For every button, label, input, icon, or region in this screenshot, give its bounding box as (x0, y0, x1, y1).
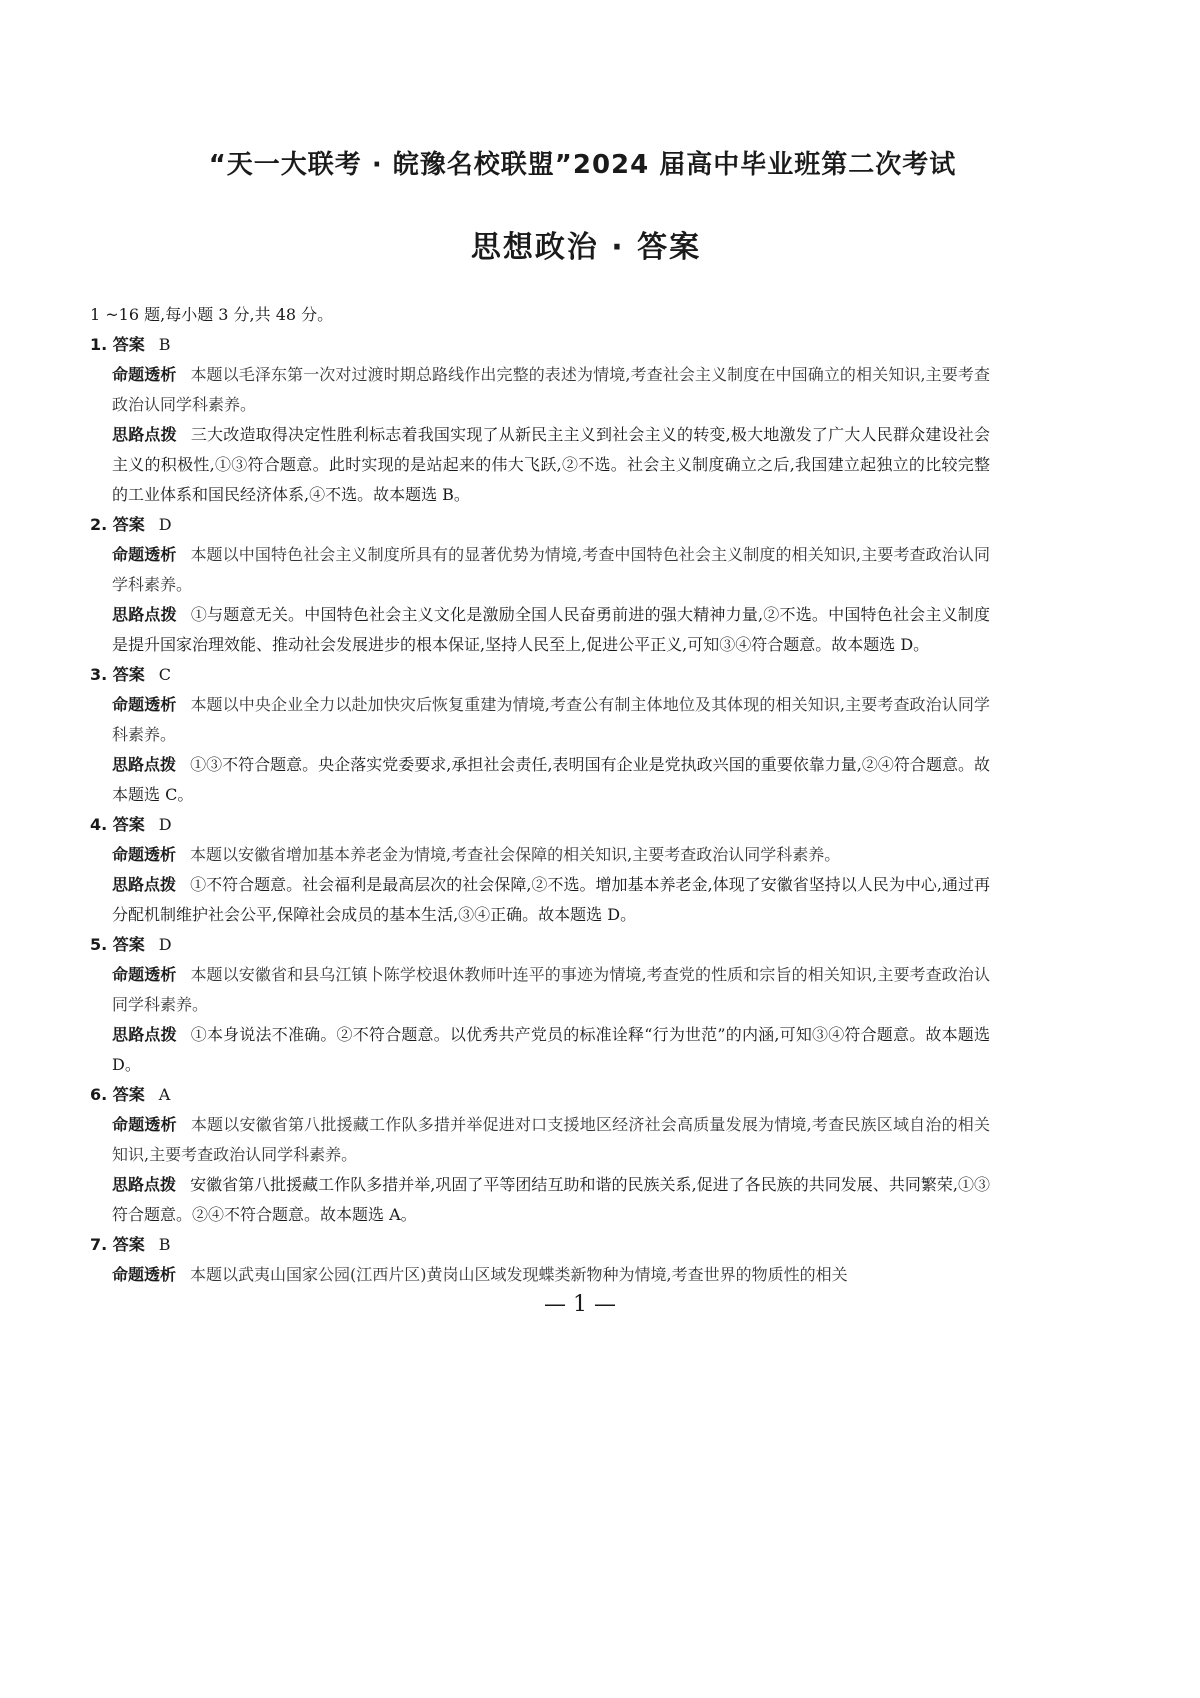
hint-paragraph-label: 思路点拨 (112, 875, 177, 894)
answer-value: A (158, 1085, 171, 1104)
answer-value: D (158, 815, 172, 834)
analysis-paragraph (112, 960, 990, 1020)
hint-paragraph-label: 思路点拨 (112, 1175, 177, 1194)
hint-paragraph-text: ①与题意无关。中国特色社会主义文化是激励全国人民奋勇前进的强大精神力量,②不选。中国特色社会主义制度是提升国家治理效能、推动社会发展进步的根本保证,坚持人民至上,促进公平正义,可知③④符合题意。故本题选 D。 (112, 605, 990, 654)
hint-paragraph-text: 三大改造取得决定性胜利标志着我国实现了从新民主主义到社会主义的转变,极大地激发了广大人民群众建设社会主义的积极性,①③符合题意。此时实现的是站起来的伟大飞跃,②不选。社会主义制度确立之后,我国建立起独立的比较完整的工业体系和国民经济体系,④不选。故本题选 B。 (112, 425, 990, 504)
answer-line (90, 810, 990, 840)
analysis-paragraph-text: 本题以武夷山国家公园(江西片区)黄岗山区域发现蝶类新物种为情境,考查世界的物质性的相关 (190, 1265, 848, 1284)
question-number: 1. 答案 (90, 335, 145, 354)
analysis-paragraph-text: 本题以安徽省第八批援藏工作队多措并举促进对口支援地区经济社会高质量发展为情境,考查民族区域自治的相关知识,主要考查政治认同学科素养。 (112, 1115, 990, 1164)
analysis-paragraph-label: 命题透析 (112, 695, 177, 714)
answer-value: B (158, 335, 171, 354)
answer-value: D (158, 515, 172, 534)
section-intro: 1 ~16 题,每小题 3 分,共 48 分。 (90, 305, 334, 324)
analysis-paragraph-text: 本题以中央企业全力以赴加快灾后恢复重建为情境,考查公有制主体地位及其体现的相关知识,主要考查政治认同学科素养。 (112, 695, 990, 744)
answer-line (90, 1230, 990, 1260)
analysis-paragraph-label: 命题透析 (112, 965, 177, 984)
hint-paragraph-label: 思路点拨 (112, 1025, 177, 1044)
question-block (90, 330, 990, 510)
analysis-paragraph-label: 命题透析 (112, 1115, 177, 1134)
answer-line (90, 660, 990, 690)
hint-paragraph (112, 750, 990, 810)
analysis-paragraph (112, 840, 990, 870)
hint-paragraph (112, 420, 990, 510)
analysis-paragraph-text: 本题以毛泽东第一次对过渡时期总路线作出完整的表述为情境,考查社会主义制度在中国确立的相关知识,主要考查政治认同学科素养。 (112, 365, 990, 414)
analysis-paragraph-label: 命题透析 (112, 845, 177, 864)
hint-paragraph-text: ①本身说法不准确。②不符合题意。以优秀共产党员的标准诠释“行为世范”的内涵,可知③④符合题意。故本题选 D。 (112, 1025, 990, 1074)
analysis-paragraph-text: 本题以安徽省增加基本养老金为情境,考查社会保障的相关知识,主要考查政治认同学科素养。 (190, 845, 841, 864)
hint-paragraph-label: 思路点拨 (112, 605, 177, 624)
page-number: — 1 — (544, 1292, 616, 1317)
subject-title: 思想政治 · 答案 (470, 230, 702, 265)
hint-paragraph (112, 1170, 990, 1230)
analysis-paragraph (112, 690, 990, 750)
question-block (90, 1230, 990, 1290)
answer-value: C (158, 665, 172, 684)
hint-paragraph-label: 思路点拨 (112, 755, 177, 774)
question-number: 2. 答案 (90, 515, 145, 534)
question-number: 3. 答案 (90, 665, 145, 684)
hint-paragraph-label: 思路点拨 (112, 425, 177, 444)
hint-paragraph (112, 870, 990, 930)
question-number: 7. 答案 (90, 1235, 145, 1254)
hint-paragraph-text: 安徽省第八批援藏工作队多措并举,巩固了平等团结互助和谐的民族关系,促进了各民族的共同发展、共同繁荣,①③符合题意。②④不符合题意。故本题选 A。 (112, 1175, 990, 1224)
hint-paragraph (112, 1020, 990, 1080)
question-block (90, 810, 990, 930)
question-block (90, 510, 990, 660)
analysis-paragraph-label: 命题透析 (112, 1265, 177, 1284)
answer-value: D (158, 935, 172, 954)
hint-paragraph (112, 600, 990, 660)
answer-content (90, 300, 990, 1290)
answer-line (90, 1080, 990, 1110)
exam-title: “天一大联考 · 皖豫名校联盟”2024 届高中毕业班第二次考试 (208, 150, 957, 180)
analysis-paragraph-text: 本题以中国特色社会主义制度所具有的显著优势为情境,考查中国特色社会主义制度的相关知识,主要考查政治认同学科素养。 (112, 545, 990, 594)
question-block (90, 660, 990, 810)
question-number: 6. 答案 (90, 1085, 145, 1104)
analysis-paragraph (112, 1260, 990, 1290)
analysis-paragraph-label: 命题透析 (112, 365, 177, 384)
analysis-paragraph (112, 360, 990, 420)
analysis-paragraph (112, 1110, 990, 1170)
question-block (90, 1080, 990, 1230)
analysis-paragraph-text: 本题以安徽省和县乌江镇卜陈学校退休教师叶连平的事迹为情境,考查党的性质和宗旨的相关知识,主要考查政治认同学科素养。 (112, 965, 990, 1014)
analysis-paragraph-label: 命题透析 (112, 545, 177, 564)
answer-line (90, 930, 990, 960)
question-number: 5. 答案 (90, 935, 145, 954)
question-number: 4. 答案 (90, 815, 145, 834)
answer-line (90, 510, 990, 540)
answer-value: B (158, 1235, 171, 1254)
hint-paragraph-text: ①③不符合题意。央企落实党委要求,承担社会责任,表明国有企业是党执政兴国的重要依靠力量,②④符合题意。故本题选 C。 (112, 755, 990, 804)
answer-line (90, 330, 990, 360)
hint-paragraph-text: ①不符合题意。社会福利是最高层次的社会保障,②不选。增加基本养老金,体现了安徽省坚持以人民为中心,通过再分配机制维护社会公平,保障社会成员的基本生活,③④正确。故本题选 D。 (112, 875, 990, 924)
question-list (90, 330, 990, 1290)
question-block (90, 930, 990, 1080)
analysis-paragraph (112, 540, 990, 600)
